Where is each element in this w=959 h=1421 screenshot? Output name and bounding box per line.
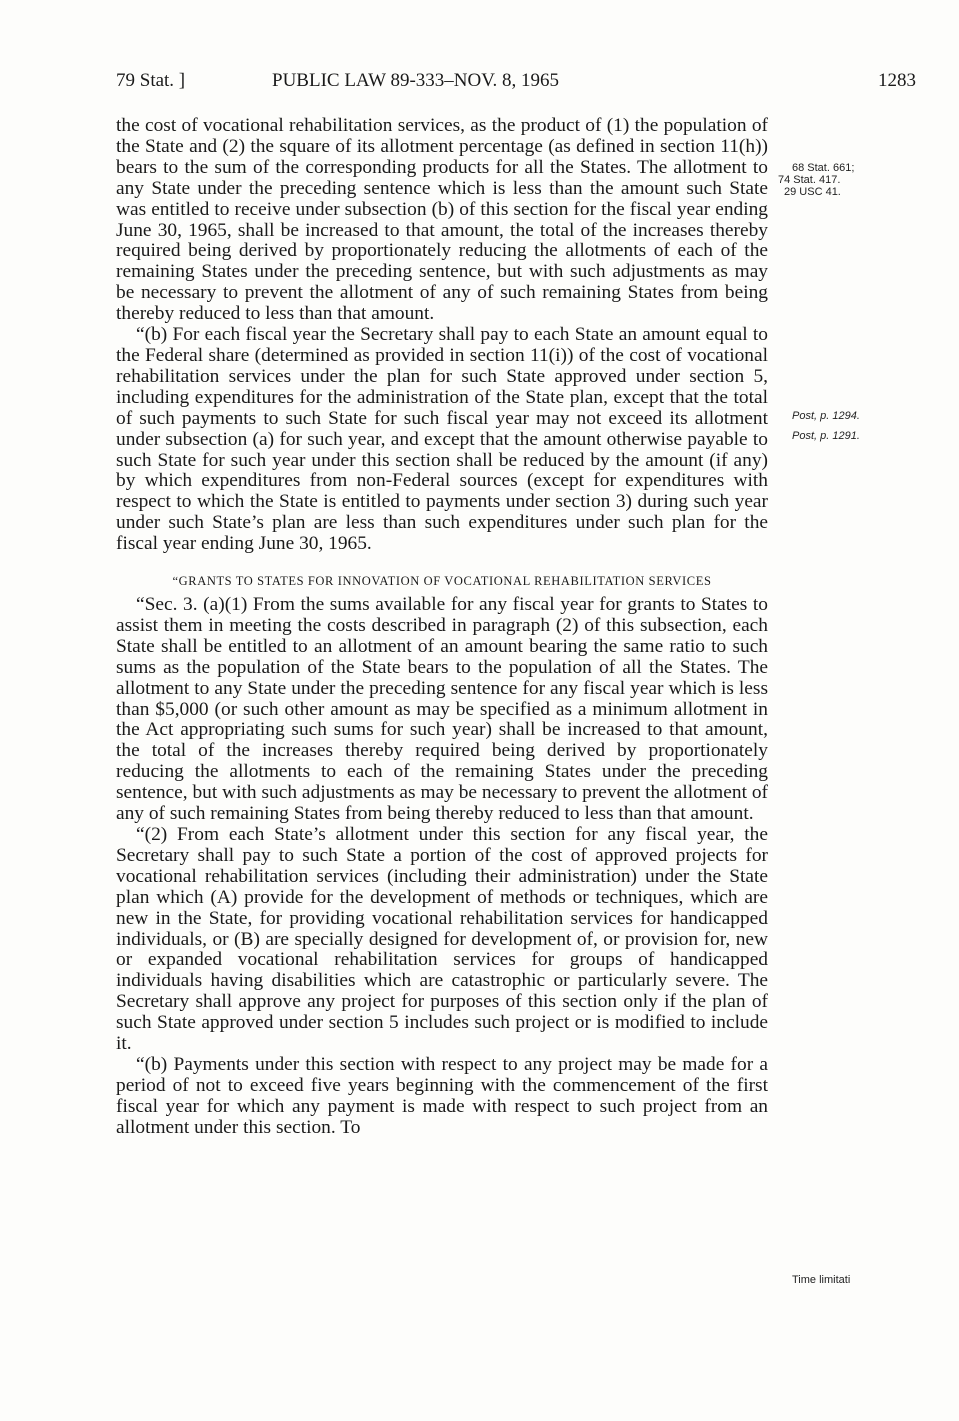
margin-citation-2: 74 Stat. 417.	[778, 174, 841, 186]
margin-citation-1: 68 Stat. 661;	[792, 162, 855, 174]
paragraph-subsection-b: “(b) For each fiscal year the Secretary shall pay to each State an amount equal to the Federal share (determined as provided in section 11(i)) of the cost of vocational rehabilitation services under the plan for such State approved under section 5, including expenditures for the administration of the State plan, except that the total of such payments to such State for such fiscal year may not exceed its allotment under subsection (a) for such year, and except that the amount otherwise payable to such State for such year under this section shall be reduced by the amount (if any) by which expenditures from non-Federal sources (except for expenditures with respect to which the State is entitled to payments under section 3) during such year under such State’s plan are less than such expenditures under such plan for the fiscal year ending June 30, 1965.	[116, 324, 768, 555]
law-title: PUBLIC LAW 89-333–NOV. 8, 1965	[272, 70, 560, 91]
section-heading: “GRANTS TO STATES FOR INNOVATION OF VOCATIONAL REHABILITATION SERVICES	[172, 574, 712, 589]
running-head	[116, 70, 916, 96]
margin-time-limitation: Time limitati	[792, 1274, 851, 1286]
margin-citation-3: 29 USC 41.	[784, 186, 841, 198]
body-text	[116, 116, 768, 1139]
page-number: 1283	[878, 70, 916, 91]
statute-volume: 79 Stat. ]	[116, 70, 186, 91]
paragraph-continued: the cost of vocational rehabilitation services, as the product of (1) the population of the State and (2) the square of its allotment percentage (as defined in section 11(h)) bears to the sum of the corresponding products for all the States. The allotment to any State under the preceding sentence which is less than the amount such State was entitled to receive under subsection (b) of this section for the fiscal year ending June 30, 1965, shall be increased to that amount, the total of the increases thereby required being derived by proportionately reducing the allotments of each of the remaining States under the preceding sentence, but with such adjustments as may be necessary to prevent the allotment of any of such remaining States from being thereby reduced to less than that amount.	[116, 115, 768, 325]
paragraph-section-3a1: “Sec. 3. (a)(1) From the sums available for any fiscal year for grants to States to assist them in meeting the costs described in paragraph (2) of this subsection, each State shall be entitled to an allotment of an amount bearing the same ratio to such sums as the population of the State bears to the population of all the States. The allotment to any State under the preceding sentence for any fiscal year which is less than $5,000 (or such other amount as may be specified as a minimum allotment in the Act appropriating such sums for such year) shall be increased to that amount, the total of the increases thereby required being derived by proportionately reducing the allotments to each of the remaining States under the preceding sentence, but with such adjustments as may be necessary to prevent the allotment of any of such remaining States from being thereby reduced to less than that amount.	[116, 594, 768, 825]
margin-post-ref-2: Post, p. 1291.	[792, 430, 860, 442]
paragraph-section-3b: “(b) Payments under this section with respect to any project may be made for a period of not to exceed five years beginning with the commencement of the first fiscal year for which any payment is made with respect to such project from an allotment under this section. To	[116, 1053, 768, 1138]
paragraph-section-3a2: “(2) From each State’s allotment under this section for any fiscal year, the Secretary shall pay to such State a portion of the cost of approved projects for vocational rehabilitation services (including their administration) under the State plan which (A) provide for the development of methods or techniques, which are new in the State, for providing vocational rehabilitation services for handicapped individuals, or (B) are specially designed for development of, or provision for, new or expanded vocational rehabilitation services for groups of handicapped individuals having disabilities which are catastrophic or particularly severe. The Secretary shall approve any project for purposes of this section only if the plan of such State approved under section 5 includes such project or is modified to include it.	[116, 824, 768, 1055]
margin-post-ref-1: Post, p. 1294.	[792, 410, 860, 422]
